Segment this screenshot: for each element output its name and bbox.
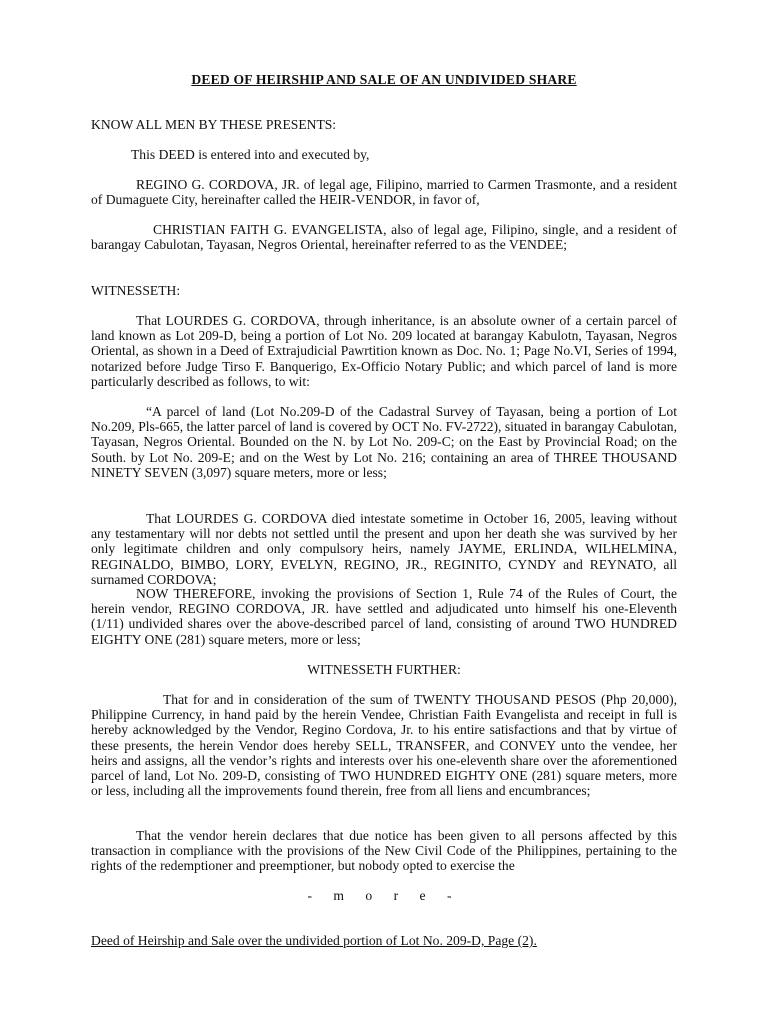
paragraph-consideration: That for and in consideration of the sum of TWENTY THOUSAND PESOS (Php 20,000), Philippine Currency, in hand paid by the herein Vendee, Christian Faith Evangelista and receipt in full is hereby acknowledged by the Vendor, Regino Cordova, Jr. to his entire satisfactions and that by virtue of these presents, the herein Vendor does hereby SELL, TRANSFER, and CONVEY unto the vendee, her heirs and assigns, all the vendor’s rights and interests over his one-eleventh share over the aforementioned parcel of land, Lot No. 209-D, consisting of TWO HUNDRED EIGHTY ONE (281) square meters, more or less, including all the improvements found therein, free from all liens and encumbrances; bbox=[91, 692, 677, 799]
paragraph-description: “A parcel of land (Lot No.209-D of the Cadastral Survey of Tayasan, being a portion of Lot No.209, Pls-665, the latter parcel of land is covered by OCT No. FV-2722), situated in barangay Cabulotan, Tayasan, Negros Oriental. Bounded on the N. by Lot No. 209-C; on the East by Provincial Road; on the South. by Lot No. 209-E; and on the West by Lot No. 216; containing an area of THREE THOUSAND NINETY SEVEN (3,097) square meters, more or less; bbox=[91, 404, 677, 480]
paragraph-notice: That the vendor herein declares that due notice has been given to all persons affected by this transaction in compliance with the provisions of the New Civil Code of the Philippines, pertaining to the rights of the redemptioner and preemptioner, but nobody opted to exercise the bbox=[91, 828, 677, 874]
paragraph-inheritance: That LOURDES G. CORDOVA, through inheritance, is an absolute owner of a certain parcel of land known as Lot 209-D, being a portion of Lot No. 209 located at barangay Kabulotn, Tayasan, Negros Oriental, as shown in a Deed of Extrajudicial Pawrtition known as Doc. No. 1; Page No.VI, Series of 1994, notarized before Judge Tirso F. Banquerigo, Ex-Officio Notary Public; and which parcel of land is more particularly described as follows, to wit: bbox=[91, 313, 677, 389]
salutation: KNOW ALL MEN BY THESE PRESENTS: bbox=[91, 117, 337, 132]
paragraph-death: That LOURDES G. CORDOVA died intestate sometime in October 16, 2005, leaving without any testamentary will nor debts not settled until the present and upon her death she was survived by her only legitimate children and only compulsory heirs, namely JAYME, ERLINDA, WILHELMINA, REGINALDO, BIMBO, LORY, EVELYN, REGINO, JR., REGINITO, CYNDY and REYNATO, all surnamed CORDOVA; bbox=[91, 511, 677, 587]
more-marker: - m o r e - bbox=[307, 888, 461, 903]
witnesseth-further-heading: WITNESSETH FURTHER: bbox=[307, 662, 461, 677]
intro-paragraph: This DEED is entered into and executed by, bbox=[131, 147, 370, 162]
paragraph-adjudication: NOW THEREFORE, invoking the provisions of Section 1, Rule 74 of the Rules of Court, the herein vendor, REGINO CORDOVA, JR. have settled and adjudicated unto himself his one-Eleventh (1/11) undivided shares over the above-described parcel of land, consisting of around TWO HUNDRED EIGHTY ONE (281) square meters, more or less; bbox=[91, 586, 677, 647]
vendor-paragraph: REGINO G. CORDOVA, JR. of legal age, Filipino, married to Carmen Trasmonte, and a resident of Dumaguete City, hereinafter called the HEIR-VENDOR, in favor of, bbox=[91, 177, 677, 208]
document-title: DEED OF HEIRSHIP AND SALE OF AN UNDIVIDED SHARE bbox=[191, 72, 577, 87]
page-footer: Deed of Heirship and Sale over the undivided portion of Lot No. 209-D, Page (2). bbox=[91, 933, 537, 948]
witnesseth-heading: WITNESSETH: bbox=[91, 283, 181, 298]
vendee-paragraph: CHRISTIAN FAITH G. EVANGELISTA, also of legal age, Filipino, single, and a resident of barangay Cabulotan, Tayasan, Negros Oriental, hereinafter referred to as the VENDEE; bbox=[91, 222, 677, 253]
